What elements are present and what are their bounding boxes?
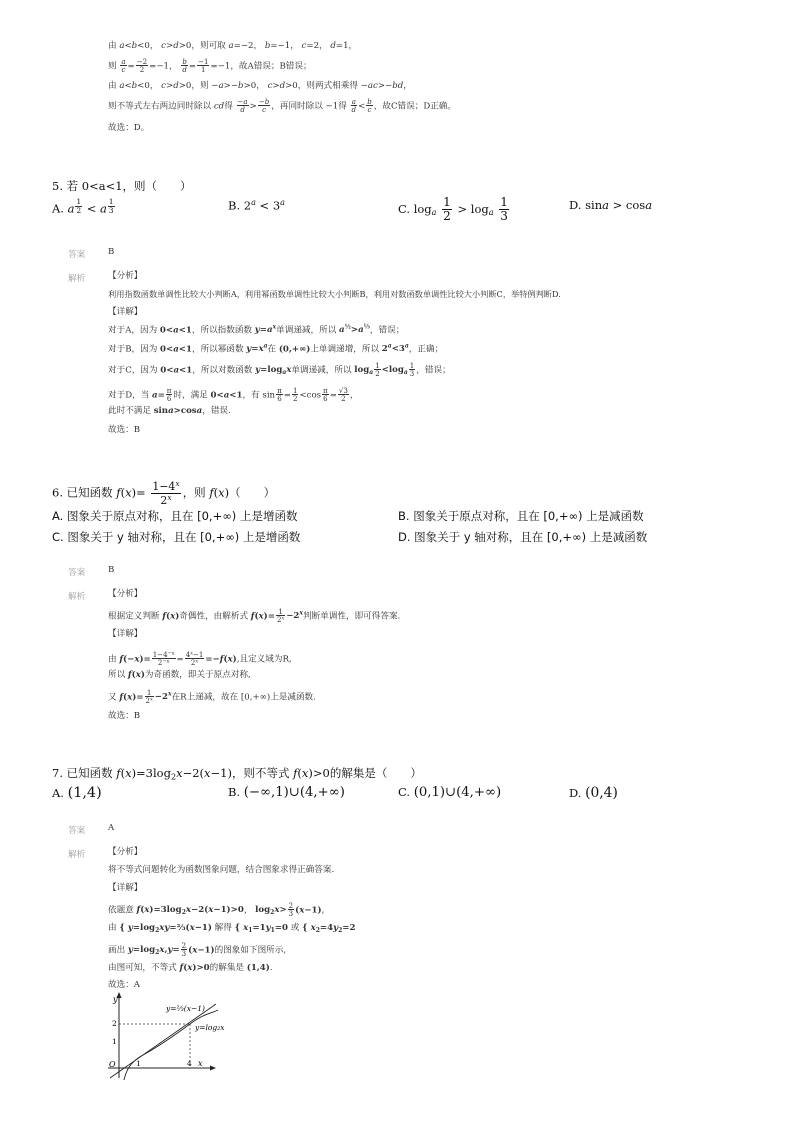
question-7-xiangjie-title: 【详解】 [108,883,143,893]
prev-solution-line-4: 则不等式左右两边同时除以 cd得 $\frac{-a}{d}$ > $\frac{-b}{c}$ ，再同时除以 −1得 $\frac{a}{d}$ < $\frac{b}{c}$ ，故C错误；D正确。 [108,97,456,115]
question-5-stem [52,178,192,194]
question-5-answer: B [108,247,115,257]
prev-solution-conclusion: 故选：D。 [108,123,150,133]
tick-y-2: 2 [112,1019,117,1028]
question-7-conclusion: 故选：A [108,980,140,990]
prev-solution-line-2: 则 $\frac{a}{c}$ = $\frac{-2}{2}$ =−1， $\frac{b}{d}$ = $\frac{-1}{1}$ =−1，故A错误；B错误； [108,57,312,75]
question-6-option-b[interactable]: B. 图象关于原点对称，且在 [0,+∞) 上是减函数 [398,509,644,523]
axis-x-label: x [198,1059,203,1068]
question-5-answer-label: 答案 [68,250,86,260]
question-7-option-a[interactable]: A. (1,4) [52,785,102,801]
question-5-detail-d2: 此时不满足 sina>cosa，错误. [108,406,231,416]
question-7-answer-label: 答案 [68,826,86,836]
question-6-answer-label: 答案 [68,568,86,578]
question-5-option-a[interactable]: A. a $^{\frac{1}{2}}$ < a $^{\frac{1}{3}}$ [52,197,114,216]
prev-solution-line-1: 由 a<b<0， c>d>0，则可取 a=−2， b=−1， c=2， d=1， [108,41,358,51]
function-graph [100,990,240,1080]
question-7-option-b[interactable]: B. (−∞,1)∪(4,+∞) [228,785,345,800]
question-6-stem: 6. 已知函数 f(x)= $\frac{1-4^x}{2^x}$ ，则 f(x)（ ） [52,479,276,508]
question-7-number: 7. [52,766,63,780]
question-7-fenxi: 将不等式问题转化为函数图象问题，结合图象求得正确答案. [108,865,335,875]
question-5-detail-c: 对于C，因为 0<a<1，所以对数函数 $y=\log_ax$单调递减，所以 $\log_a$ $\frac{1}{2}$ $<\log_a$ $\frac{1}{3}$ ，错误； [108,361,451,379]
question-5-detail-a: 对于A，因为 0<a<1，所以指数函数 $y=a^x$单调递减，所以 $a^{\frac{1}{2}}>a^{\frac{1}{3}}$，错误； [108,324,405,336]
question-5-option-d[interactable]: D. sina > cosa [569,198,653,212]
question-5-text: 若 0<a<1，则（ ） [66,179,192,193]
prev-solution-line-4-tail: ，故C错误；D正确。 [373,101,456,112]
question-6-option-c[interactable]: C. 图象关于 y 轴对称，且在 [0,+∞) 上是增函数 [52,530,301,544]
question-5-xiangjie-title: 【详解】 [108,307,143,317]
question-5-detail-b: 对于B，因为 0<a<1，所以幂函数 $y=x^a$在 (0,+∞)上单调递增，所以 $2^a<3^a$，正确； [108,343,444,355]
question-7-fenxi-title: 【分析】 [108,847,143,857]
question-6-detail-1: 由 f(−x)= $\frac{1-4^{-x}}{2^{-x}}$ = $\frac{4^x-1}{2^x}$ =−f(x),且定义域为R, [108,650,292,668]
question-7-detail-2: 由 { $y=\log_2xy=\frac{2}{3}(x-1)$ 解得 { $x_1=1y_1=0$ 或 { $x_2=4y_2=2$ [108,923,356,934]
question-6-conclusion: 故选：B [108,711,141,721]
log-curve [122,1010,218,1080]
line-label: y=⅔(x−1) [166,1004,205,1013]
question-6-fenxi: 根据定义判断 f(x)奇偶性，由解析式 f(x)= $\frac{1}{2^x}$ $-2^x$判断单调性，即可得答案. [108,607,401,625]
question-6-option-d[interactable]: D. 图象关于 y 轴对称，且在 [0,+∞) 上是减函数 [398,530,648,544]
question-6-detail-2: 所以 f(x)为奇函数，即关于原点对称, [108,670,251,680]
question-5-number: 5. [52,179,63,193]
tick-x-1: 1 [136,1059,141,1068]
question-7-detail-3: 画出 $y=\log_2x,y=$ $\frac{2}{3}$ (x−1)的图象如下图所示, [108,941,287,959]
tick-y-1: 1 [112,1037,117,1046]
question-5-analysis-label: 解析 [68,274,86,284]
question-5-fenxi: 利用指数函数单调性比较大小判断A，利用幂函数单调性比较大小判断B，利用对数函数单调性比较大小判断C，举特例判断D. [108,289,561,299]
question-6-fenxi-title: 【分析】 [108,589,143,599]
question-7-analysis-label: 解析 [68,850,86,860]
question-7-detail-1: 依题意 $f(x)=3\log_2x-2(x-1)>0$， $\log_2x>$ $\frac{2}{3}$ (x−1), [108,901,325,919]
question-5-fenxi-title: 【分析】 [108,271,143,281]
question-6-analysis-label: 解析 [68,592,86,602]
x-axis-arrow [210,1066,216,1071]
question-7-answer: A [108,823,115,833]
question-6-xiangjie-title: 【详解】 [108,629,143,639]
question-5-conclusion: 故选：B [108,425,141,435]
question-6-detail-3: 又 f(x)= $\frac{1}{2^x}$ $-2^x$在R上递减，故在 [0,+∞)上是减函数. [108,688,316,706]
axis-y-label: y [113,995,118,1004]
tick-x-4: 4 [187,1059,192,1068]
question-7-detail-4: 由图可知，不等式 f(x)>0的解集是 (1,4). [108,963,273,973]
question-5-option-c[interactable]: C. $\log_a$ $\frac{1}{2}$ > $\log_a$ $\frac{1}{3}$ [398,195,508,224]
question-5-option-b[interactable]: B. $2^a < 3^a$ [228,198,285,213]
question-7-option-c[interactable]: C. (0,1)∪(4,+∞) [398,785,502,800]
log-label: y=log₂x [195,1023,225,1032]
origin-label: O [109,1060,116,1069]
question-7-stem: 7. 已知函数 $f(x)=3\log_2x-2(x-1)$，则不等式 f(x)>0的解集是（ ） [52,766,422,782]
question-7-option-d[interactable]: D. (0,4) [569,785,618,801]
question-6-option-a[interactable]: A. 图象关于原点对称，且在 [0,+∞) 上是增函数 [52,509,298,523]
prev-solution-line-3: 由 a<b<0， c>d>0，则 −a>−b>0， c>d>0，则两式相乘得 −ac>−bd， [108,81,412,91]
question-6-number: 6. [52,485,63,500]
question-6-answer: B [108,565,115,575]
question-5-detail-d: 对于D，当 a= $\frac{\pi}{6}$ 时，满足 0<a<1，有 sin $\frac{\pi}{6}$ = $\frac{1}{2}$ <cos $\frac{\pi}{6}$ = $\frac{√3}{2}$ ， [108,386,359,404]
prev-solution-line-2-tail: ，故A错误；B错误； [230,61,312,72]
